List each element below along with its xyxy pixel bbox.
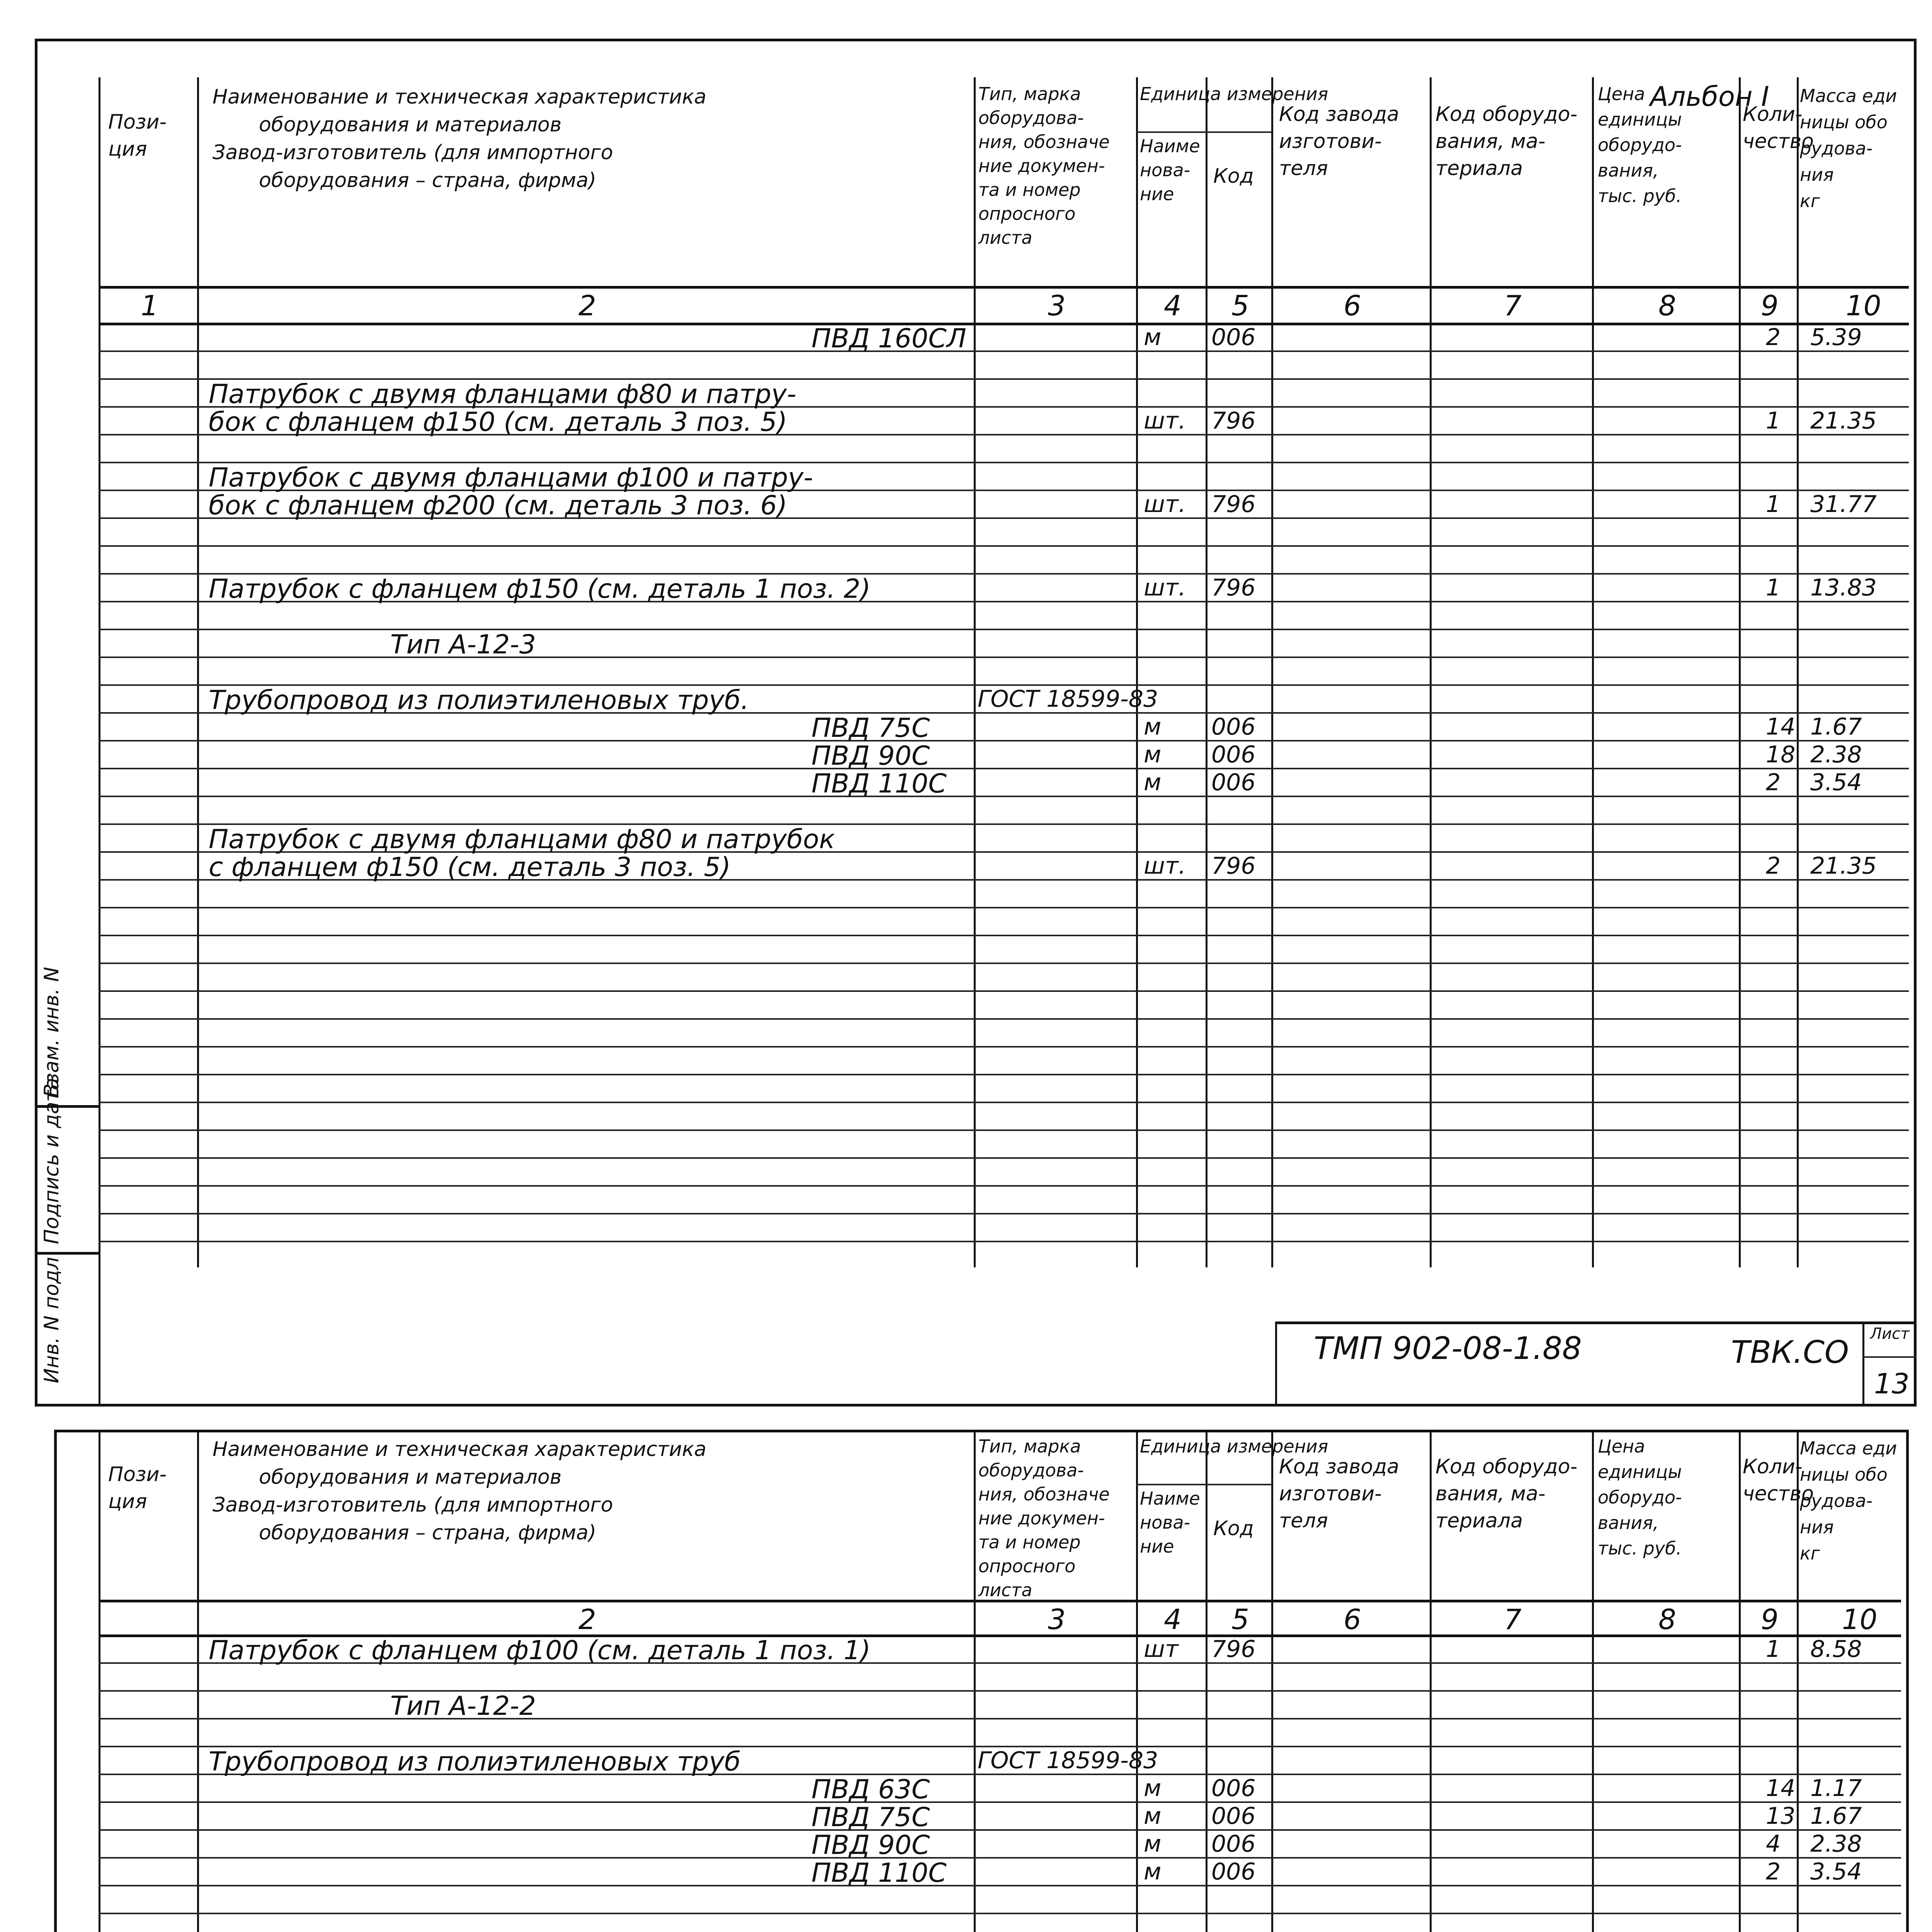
row-line — [99, 768, 1909, 769]
item-name: Патрубок с двумя фланцами ф80 и патрубок — [209, 824, 835, 855]
row-line — [99, 1857, 1901, 1859]
header-mass: ницы обо — [1800, 1464, 1888, 1485]
column-divider — [1592, 1430, 1594, 1932]
item-unit: м — [1144, 1803, 1162, 1830]
header-type: Тип, марка — [978, 83, 1081, 104]
row-line — [99, 1157, 1909, 1159]
header-quantity: чество — [1743, 130, 1814, 153]
item-name: бок с фланцем ф150 (см. деталь 3 поз. 5) — [209, 407, 787, 437]
item-unit: м — [1144, 713, 1162, 740]
row-line — [99, 1718, 1901, 1719]
row-line — [99, 1213, 1909, 1214]
column-number: 9 — [1761, 1603, 1779, 1636]
header-position: Пози- — [108, 111, 167, 134]
item-name: ПВД 75С — [811, 1802, 930, 1833]
header-type: ния, обозначе — [978, 131, 1110, 152]
item-type: ГОСТ 18599-83 — [978, 1747, 1158, 1774]
item-unit-code: 006 — [1211, 769, 1256, 796]
column-divider — [1739, 1430, 1741, 1932]
column-number: 3 — [1048, 289, 1066, 322]
header-unit: Единица измерения — [1140, 83, 1328, 104]
title-block-border — [1862, 1356, 1917, 1358]
header-quantity: чество — [1743, 1482, 1814, 1505]
header-equipment-code: вания, ма- — [1435, 1482, 1546, 1505]
header-type: та и номер — [978, 1532, 1081, 1553]
row-line — [99, 796, 1909, 797]
row-line — [99, 740, 1909, 742]
header-name: Завод-изготовитель (для импортного — [213, 141, 613, 164]
item-unit-code: 006 — [1211, 324, 1256, 351]
item-name: Трубопровод из полиэтиленовых труб — [209, 1747, 741, 1777]
header-mass: Масса еди — [1800, 1438, 1897, 1459]
header-unit-name: нова- — [1140, 1512, 1190, 1533]
header-name: Наименование и техническая характеристика — [213, 1438, 707, 1461]
item-name: Патрубок с фланцем ф150 (см. деталь 1 поз. 2) — [209, 574, 871, 604]
header-unit-code: Код — [1213, 1517, 1254, 1540]
column-number: 2 — [578, 1603, 596, 1636]
header-quantity: Коли- — [1743, 1455, 1803, 1478]
row-line — [99, 1829, 1901, 1831]
header-mass: Масса еди — [1800, 85, 1897, 106]
item-mass: 31.77 — [1810, 491, 1877, 518]
doc-code: ТМП 902-08-1.88 — [1314, 1330, 1582, 1366]
item-name: с фланцем ф150 (см. деталь 3 поз. 5) — [209, 852, 731, 883]
item-mass: 13.83 — [1810, 574, 1877, 601]
column-divider — [1592, 77, 1594, 1267]
column-divider — [1206, 1430, 1208, 1932]
row-line — [99, 1801, 1901, 1803]
row-line — [99, 907, 1909, 908]
header-unit-name: ние — [1140, 1536, 1174, 1557]
column-number: 4 — [1164, 1603, 1182, 1636]
header-price: тыс. руб. — [1598, 185, 1682, 206]
header-unit-name: Наиме — [1140, 1488, 1200, 1509]
item-name: Трубопровод из полиэтиленовых труб. — [209, 685, 749, 716]
header-name: оборудования – страна, фирма) — [259, 169, 597, 192]
item-unit: м — [1144, 324, 1162, 351]
item-unit-code: 006 — [1211, 713, 1256, 740]
header-price: единицы — [1598, 1461, 1682, 1482]
column-number: 6 — [1344, 289, 1361, 322]
stamp-inv-no: Инв. N подл — [40, 1257, 63, 1383]
stamp-replace-inv: Взам. инв. N — [40, 967, 63, 1097]
row-line — [99, 1129, 1909, 1131]
header-price: вания, — [1598, 160, 1659, 181]
row-line — [99, 545, 1909, 547]
item-unit-code: 796 — [1211, 491, 1256, 518]
item-unit-code: 006 — [1211, 741, 1256, 768]
header-position: ция — [108, 1490, 147, 1513]
header-type: Тип, марка — [978, 1436, 1081, 1457]
header-name: оборудования – страна, фирма) — [259, 1521, 597, 1544]
header-price: оборудо- — [1598, 1487, 1682, 1508]
row-line — [99, 1885, 1901, 1886]
title-block-border — [1275, 1321, 1917, 1324]
item-quantity: 18 — [1766, 741, 1796, 768]
item-unit-code: 006 — [1211, 1830, 1256, 1857]
header-equipment-code: териала — [1435, 157, 1523, 180]
item-mass: 1.67 — [1810, 713, 1862, 740]
unit-split — [1136, 131, 1271, 133]
header-mass: кг — [1800, 190, 1820, 211]
column-divider — [197, 77, 199, 1267]
header-type: опросного — [978, 203, 1076, 224]
header-equipment-code: териала — [1435, 1509, 1523, 1532]
header-type: ние докумен- — [978, 155, 1105, 176]
header-unit-name: нова- — [1140, 160, 1190, 180]
column-divider — [974, 1430, 976, 1932]
row-line — [99, 629, 1909, 630]
column-divider — [1271, 77, 1273, 1267]
item-unit: м — [1144, 1830, 1162, 1857]
row-line — [99, 1913, 1901, 1914]
item-mass: 3.54 — [1810, 769, 1862, 796]
item-unit-code: 796 — [1211, 852, 1256, 879]
column-divider — [1136, 1430, 1138, 1932]
header-equipment-code: вания, ма- — [1435, 130, 1546, 153]
item-unit: шт. — [1144, 407, 1186, 434]
header-unit-code: Код — [1213, 165, 1254, 188]
item-name: ПВД 160СЛ — [811, 323, 966, 354]
item-name: Патрубок с двумя фланцами ф80 и патру- — [209, 379, 796, 410]
item-mass: 5.39 — [1810, 324, 1862, 351]
item-quantity: 4 — [1766, 1830, 1781, 1857]
header-bottom — [99, 286, 1909, 289]
row-line — [99, 1046, 1909, 1048]
item-name: ПВД 63С — [811, 1774, 930, 1805]
column-number: 1 — [141, 289, 159, 322]
unit-split — [1136, 1484, 1271, 1485]
column-divider — [1271, 1430, 1273, 1932]
row-line — [99, 350, 1909, 352]
stamp-sign-date: Подпись и дата — [40, 1078, 63, 1244]
header-name: Завод-изготовитель (для импортного — [213, 1493, 613, 1517]
item-unit: м — [1144, 741, 1162, 768]
item-name: бок с фланцем ф200 (см. деталь 3 поз. 6) — [209, 490, 787, 521]
column-number: 7 — [1504, 1603, 1522, 1636]
stamp-divider — [35, 1252, 99, 1255]
item-unit-code: 006 — [1211, 1775, 1256, 1802]
item-mass: 2.38 — [1810, 741, 1862, 768]
header-factory-code: изготови- — [1279, 130, 1382, 153]
column-divider — [1430, 77, 1432, 1267]
column-number: 9 — [1761, 289, 1779, 322]
header-unit: Единица измерения — [1140, 1436, 1328, 1457]
row-line — [99, 1241, 1909, 1242]
item-name: Патрубок с двумя фланцами ф100 и патру- — [209, 463, 813, 493]
album-label: Альбон I — [1650, 81, 1769, 112]
column-number: 7 — [1504, 289, 1522, 322]
row-line — [99, 1018, 1909, 1020]
item-quantity: 14 — [1766, 713, 1796, 740]
item-unit: м — [1144, 1858, 1162, 1885]
row-line — [99, 1185, 1909, 1187]
row-line — [99, 990, 1909, 992]
column-number: 8 — [1658, 289, 1676, 322]
header-mass: ния — [1800, 164, 1834, 185]
item-mass: 2.38 — [1810, 1830, 1862, 1857]
header-mass: рудова- — [1800, 138, 1873, 159]
column-divider — [1797, 77, 1799, 1267]
item-name: ПВД 90С — [811, 1830, 930, 1861]
item-quantity: 2 — [1766, 852, 1781, 879]
title-block-border — [1275, 1321, 1277, 1406]
doc-suffix: ТВК.СО — [1731, 1334, 1849, 1370]
column-number: 5 — [1231, 1603, 1249, 1636]
row-line — [99, 963, 1909, 964]
header-type: опросного — [978, 1556, 1076, 1577]
header-quantity: Коли- — [1743, 103, 1803, 126]
item-mass: 3.54 — [1810, 1858, 1862, 1885]
header-equipment-code: Код оборудо- — [1435, 1455, 1578, 1478]
sheet-14 — [0, 1414, 1932, 1932]
header-type: листа — [978, 227, 1032, 248]
row-line — [99, 935, 1909, 936]
column-number: 5 — [1231, 289, 1249, 322]
header-factory-code: Код завода — [1279, 1455, 1400, 1478]
header-equipment-code: Код оборудо- — [1435, 103, 1578, 126]
header-type: ние докумен- — [978, 1508, 1105, 1529]
item-quantity: 14 — [1766, 1775, 1796, 1802]
column-number: 2 — [578, 289, 596, 322]
item-unit-code: 796 — [1211, 1636, 1256, 1663]
item-quantity: 1 — [1766, 491, 1781, 518]
header-price: оборудо- — [1598, 134, 1682, 155]
item-unit: м — [1144, 769, 1162, 796]
row-line — [99, 1074, 1909, 1075]
header-name: Наименование и техническая характеристика — [213, 85, 707, 109]
header-price: тыс. руб. — [1598, 1538, 1682, 1559]
item-unit-code: 796 — [1211, 407, 1256, 434]
column-divider — [1430, 1430, 1432, 1932]
row-line — [99, 1690, 1901, 1692]
column-number: 3 — [1048, 1603, 1066, 1636]
header-price: Цена — [1598, 83, 1645, 104]
header-unit-name: ние — [1140, 184, 1174, 204]
list-label: Лист — [1870, 1325, 1910, 1343]
item-quantity: 1 — [1766, 574, 1781, 601]
number-row-bottom — [99, 323, 1909, 325]
item-type: ГОСТ 18599-83 — [978, 685, 1158, 713]
header-position: ция — [108, 138, 147, 161]
header-name: оборудования и материалов — [259, 1466, 562, 1489]
item-mass: 21.35 — [1810, 852, 1877, 879]
item-quantity: 2 — [1766, 769, 1781, 796]
item-unit: шт — [1144, 1636, 1179, 1663]
item-unit-code: 006 — [1211, 1858, 1256, 1885]
column-divider — [197, 1430, 199, 1932]
item-quantity: 1 — [1766, 407, 1781, 434]
item-quantity: 2 — [1766, 324, 1781, 351]
item-unit: шт. — [1144, 852, 1186, 879]
header-price: единицы — [1598, 109, 1682, 130]
header-mass: ницы обо — [1800, 112, 1888, 133]
column-divider — [1206, 77, 1208, 1267]
header-price: Цена — [1598, 1436, 1645, 1457]
column-number: 8 — [1658, 1603, 1676, 1636]
item-mass: 21.35 — [1810, 407, 1877, 434]
section-title: Тип А-12-2 — [390, 1691, 536, 1721]
column-divider — [99, 77, 100, 1267]
header-factory-code: Код завода — [1279, 103, 1400, 126]
header-mass: ния — [1800, 1517, 1834, 1537]
column-divider — [99, 1430, 100, 1932]
title-block-border — [1862, 1321, 1864, 1406]
header-type: та и номер — [978, 179, 1081, 200]
item-mass: 1.17 — [1810, 1775, 1862, 1802]
header-type: ния, обозначе — [978, 1484, 1110, 1505]
header-type: листа — [978, 1580, 1032, 1600]
item-name: Патрубок с фланцем ф100 (см. деталь 1 поз. 1) — [209, 1635, 871, 1666]
item-quantity: 2 — [1766, 1858, 1781, 1885]
header-mass: рудова- — [1800, 1490, 1873, 1511]
item-unit-code: 006 — [1211, 1803, 1256, 1830]
header-factory-code: теля — [1279, 1509, 1328, 1532]
column-divider — [1136, 77, 1138, 1267]
header-mass: кг — [1800, 1543, 1820, 1564]
column-number: 6 — [1344, 1603, 1361, 1636]
item-unit: шт. — [1144, 574, 1186, 601]
header-factory-code: изготови- — [1279, 1482, 1382, 1505]
item-unit-code: 796 — [1211, 574, 1256, 601]
column-number: 4 — [1164, 289, 1182, 322]
header-type: оборудова- — [978, 107, 1084, 128]
header-type: оборудова- — [978, 1460, 1084, 1481]
item-quantity: 13 — [1766, 1803, 1796, 1830]
header-price: вания, — [1598, 1512, 1659, 1533]
item-quantity: 1 — [1766, 1636, 1781, 1663]
header-name: оборудования и материалов — [259, 113, 562, 136]
row-line — [99, 1102, 1909, 1103]
column-number: 10 — [1846, 289, 1881, 322]
item-unit: м — [1144, 1775, 1162, 1802]
item-mass: 1.67 — [1810, 1803, 1862, 1830]
column-divider — [1739, 77, 1741, 1267]
item-mass: 8.58 — [1810, 1636, 1862, 1663]
sheet-frame — [35, 39, 1917, 1406]
column-number: 10 — [1842, 1603, 1878, 1636]
header-unit-name: Наиме — [1140, 136, 1200, 156]
column-divider — [974, 77, 976, 1267]
header-factory-code: теля — [1279, 157, 1328, 180]
item-unit: шт. — [1144, 491, 1186, 518]
item-name: ПВД 110С — [811, 1858, 947, 1888]
list-number: 13 — [1874, 1367, 1910, 1400]
header-position: Пози- — [108, 1463, 167, 1486]
section-title: Тип А-12-3 — [390, 629, 536, 660]
item-name: ПВД 110С — [811, 769, 947, 799]
item-name: ПВД 90С — [811, 741, 930, 771]
row-line — [99, 656, 1909, 658]
item-name: ПВД 75С — [811, 713, 930, 743]
